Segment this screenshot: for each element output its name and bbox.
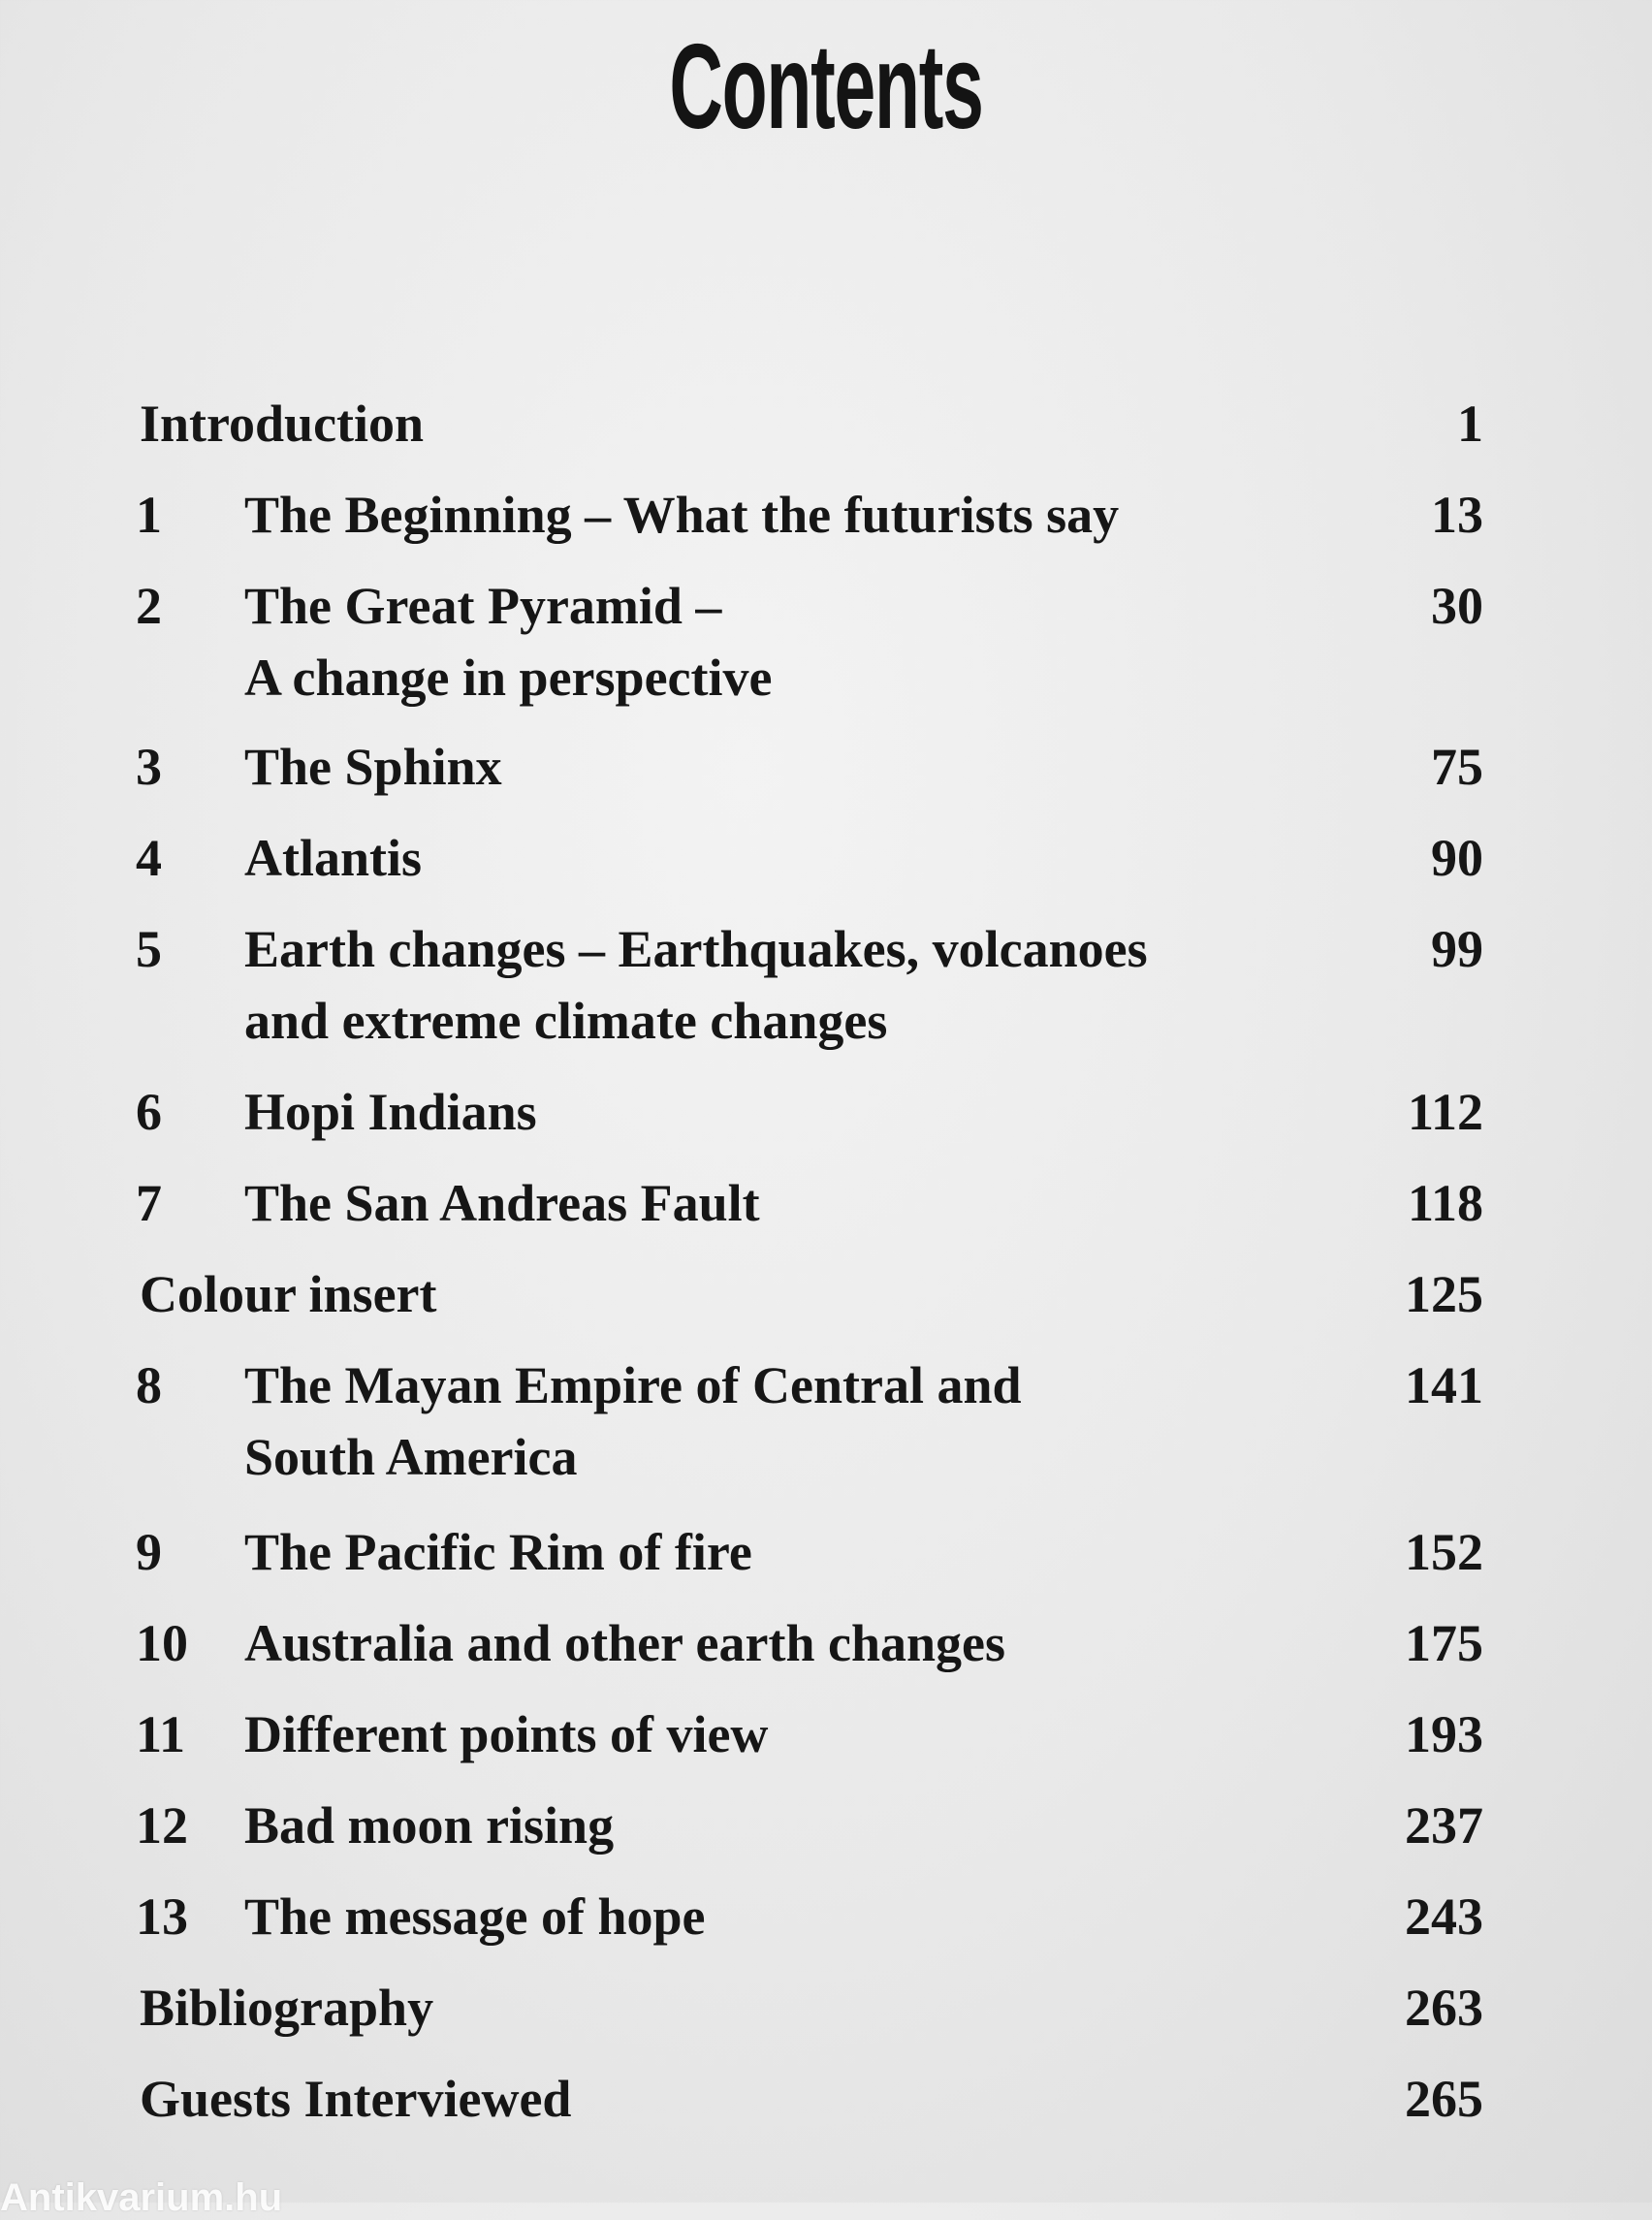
entry-title-line: The message of hope xyxy=(244,1887,706,1946)
entry-title xyxy=(244,1790,1350,1861)
chapter-number: 4 xyxy=(136,829,162,887)
page-number: 1 xyxy=(1457,395,1483,453)
entry-title xyxy=(244,1607,1350,1679)
page-number: 263 xyxy=(1405,1979,1483,2037)
chapter-number: 1 xyxy=(136,486,162,544)
entry-title xyxy=(244,913,1350,1057)
entry-title xyxy=(140,1972,1245,2044)
entry-title-line: Bad moon rising xyxy=(244,1796,615,1855)
page-title: Contents xyxy=(669,20,983,154)
entry-title xyxy=(140,388,1245,460)
entry-title-line: Bibliography xyxy=(140,1979,434,2037)
chapter-number: 6 xyxy=(136,1083,162,1141)
chapter-number: 2 xyxy=(136,577,162,635)
chapter-number: 3 xyxy=(136,738,162,796)
page-number: 141 xyxy=(1405,1356,1483,1414)
chapter-number: 13 xyxy=(136,1887,188,1946)
page-number: 237 xyxy=(1405,1796,1483,1855)
page-number: 118 xyxy=(1407,1174,1483,1232)
entry-title xyxy=(244,1881,1350,1952)
chapter-number: 7 xyxy=(136,1174,162,1232)
page-number: 125 xyxy=(1405,1265,1483,1323)
entry-title-line: The Beginning – What the futurists say xyxy=(244,486,1120,544)
entry-title-line: Colour insert xyxy=(140,1265,437,1323)
entry-title xyxy=(244,1698,1350,1770)
entry-title-line: Guests Interviewed xyxy=(140,2070,572,2128)
entry-title-line: Atlantis xyxy=(244,829,423,887)
entry-title-line: The Sphinx xyxy=(244,738,502,796)
entry-title xyxy=(244,1167,1350,1239)
entry-title xyxy=(244,570,1350,714)
page-number: 90 xyxy=(1431,829,1483,887)
entry-title xyxy=(244,1516,1350,1588)
entry-title-line: Earth changes – Earthquakes, volcanoes xyxy=(244,920,1148,978)
chapter-number: 8 xyxy=(136,1356,162,1414)
entry-title-line: Australia and other earth changes xyxy=(244,1614,1006,1672)
entry-title xyxy=(244,1349,1350,1493)
entry-title-line: The Pacific Rim of fire xyxy=(244,1523,752,1581)
entry-title xyxy=(244,479,1350,551)
page-number: 30 xyxy=(1431,577,1483,635)
entry-title-line: The Mayan Empire of Central and xyxy=(244,1356,1022,1414)
page-number: 75 xyxy=(1431,738,1483,796)
entry-title-line: Introduction xyxy=(140,395,425,453)
entry-title-line: and extreme climate changes xyxy=(244,992,888,1050)
chapter-number: 11 xyxy=(136,1705,186,1763)
page-number: 13 xyxy=(1431,486,1483,544)
page-number: 99 xyxy=(1431,920,1483,978)
chapter-number: 10 xyxy=(136,1614,188,1672)
entry-title xyxy=(140,1258,1245,1330)
chapter-number: 5 xyxy=(136,920,162,978)
page-number: 152 xyxy=(1405,1523,1483,1581)
page-number: 193 xyxy=(1405,1705,1483,1763)
page-number: 112 xyxy=(1407,1083,1483,1141)
entry-title xyxy=(244,731,1350,803)
entry-title-line: South America xyxy=(244,1428,578,1486)
page-number: 175 xyxy=(1405,1614,1483,1672)
chapter-number: 12 xyxy=(136,1796,188,1855)
entry-title-line: The San Andreas Fault xyxy=(244,1174,760,1232)
entry-title-line: The Great Pyramid – xyxy=(244,577,722,635)
page-number: 243 xyxy=(1405,1887,1483,1946)
entry-title xyxy=(244,822,1350,894)
entry-title-line: Hopi Indians xyxy=(244,1083,537,1141)
entry-title xyxy=(140,2063,1245,2135)
entry-title-line: A change in perspective xyxy=(244,649,773,707)
entry-title xyxy=(244,1076,1350,1148)
page-number: 265 xyxy=(1405,2070,1483,2128)
entry-title-line: Different points of view xyxy=(244,1705,769,1763)
watermark-text: Antikvarium.hu xyxy=(0,2176,283,2219)
chapter-number: 9 xyxy=(136,1523,162,1581)
